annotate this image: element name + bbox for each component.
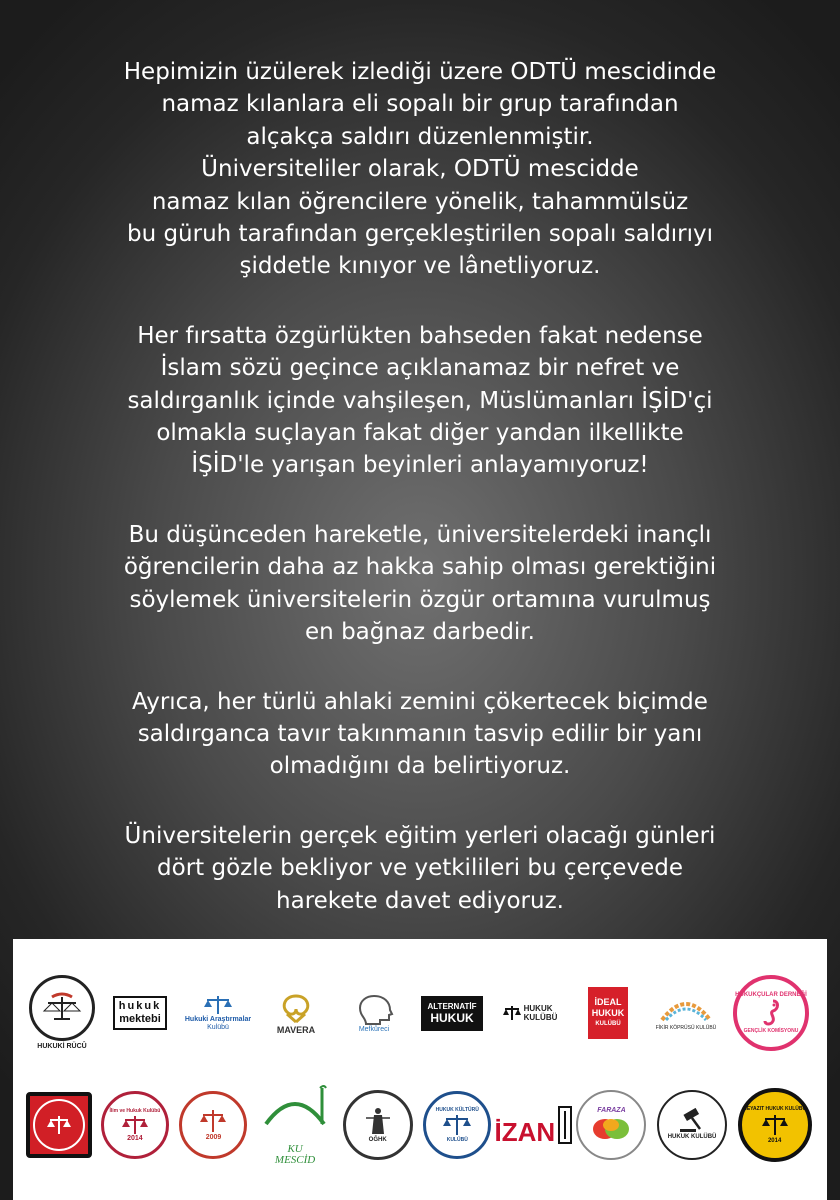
logo-ku-mescid [257,1084,333,1166]
text-line: Hepimizin üzülerek izlediği üzere ODTÜ mescidinde [123,59,717,85]
logo-label: Hukuki Araştırmalar [184,1016,252,1023]
text-line: Üniversitelerin gerçek eğitim yerleri olacağı günleri [124,822,716,849]
logo-izan [494,1105,567,1147]
scales-icon [762,1113,788,1137]
justice-statue-icon [364,1106,392,1136]
scales-icon [122,1115,148,1135]
logo-label: Mefkûreci [358,1026,390,1033]
logo-label: HUKUK KULÜBÜ [667,1134,717,1140]
logo-label: hukuk [118,1000,162,1012]
text-line: en bağnaz darbedir. [305,619,535,646]
alternatif-hukuk-wordmark [421,996,482,1031]
text-line: söylemek üniversitelerin özgür ortamına vurulmuş [129,586,711,613]
text-line: Bu düşünceden hareketle, üniversitelerdeki inançlı [128,521,712,548]
logo-label: FARAZA [597,1107,626,1114]
logo-label: BEYAZIT HUKUK KULÜBÜ [743,1106,807,1112]
text-line: namaz kılan öğrencilere yönelik, tahammülsüz [151,188,689,215]
logo-label: İlim ve Hukuk Kulübü [109,1108,161,1114]
text-line: Ayrıca, her türlü ahlaki zemini çökertecek biçimde [132,688,708,715]
signatory-logos-panel [13,939,827,1200]
logo-label: OĞHK [368,1137,387,1143]
hukuk-kulubu-mark [503,1004,558,1022]
text-line: Her fırsatta özgürlükten bahseden fakat nedense [137,322,703,349]
text-line: şiddetle kınıyor ve lânetliyoruz. [239,253,601,280]
text-line: olmakla suçlayan fakat diğer yandan ilkellikte [156,420,684,447]
logo-label: KULÜBÜ [595,1020,621,1027]
hukuk-kulturu-seal [423,1091,491,1159]
logo-label: KULÜBÜ [446,1137,468,1143]
logo-mavera [264,992,328,1034]
text-line: saldırganlık içinde vahşileşen, Müslümanları İŞİD'çi [127,387,713,414]
scales-icon [47,1113,71,1137]
okuge-seal [179,1091,247,1159]
logo-label: HUKUKİ RÜCÛ [37,1043,87,1050]
mosque-icon [260,1084,330,1144]
logo-row-1 [23,957,817,1069]
logo-label: 2009 [205,1134,222,1141]
logo-hukuk-kulubu-seal [656,1090,728,1160]
text-line: harekete davet ediyoruz. [276,887,564,914]
text-line: olmadığını da belirtiyoruz. [269,753,571,780]
logo-label: GENÇLİK KOMİSYONU [743,1028,799,1034]
logo-okuge [178,1091,248,1159]
logo-label: ALTERNATİF [427,1001,477,1011]
logo-label: MAVERA [276,1025,316,1035]
hukuk-mektebi-wordmark [113,996,167,1030]
oghk-seal [343,1090,413,1160]
logo-label: HUKUK [523,1004,553,1013]
paragraph-3 [40,519,800,649]
mavera-emblem-icon [277,992,315,1026]
text-line: dört gözle bekliyor ve yetkilileri bu çerçevede [157,855,683,882]
logo-hukuk-kulturu [422,1091,492,1159]
logo-alternatif-hukuk [420,996,484,1031]
brain-icon [591,1115,631,1143]
logo-label: 2014 [767,1138,782,1144]
logo-label: HUKUKÇULAR DERNEĞİ [735,992,807,998]
text-line: İslam sözü geçince açıklanamaz bir nefret ve [160,355,680,382]
logo-fikir-koprusu [654,994,718,1032]
faraza-seal [576,1090,646,1160]
logo-row-2 [23,1069,817,1181]
logo-beyazit [737,1088,813,1162]
red-seal-icon [26,1092,92,1158]
paragraph-4 [40,686,800,783]
text-line: Üniversiteliler olarak, ODTÜ mescidde [201,156,639,183]
paragraph-1 [40,56,800,283]
logo-hukuk-kulubu [498,1004,562,1022]
logo-label: İZAN [494,1117,556,1147]
ilim-hukuk-seal [101,1091,169,1159]
text-line: saldırganca tavır takınmanın tasvip edilir bir yanı [137,720,703,747]
bridge-icon [658,994,714,1024]
text-line: namaz kılanlara eli sopalı bir grup tarafından [161,91,679,118]
logo-hukuk-arastirmalar [186,994,250,1032]
scales-icon [443,1114,471,1136]
logo-ideal-hukuk [576,987,640,1039]
hukukcular-seal [733,975,809,1051]
head-profile-icon [352,992,396,1026]
logo-oghk [342,1090,414,1160]
text-line: bu güruh tarafından gerçekleştirilen sopalı saldırıyı [126,221,714,248]
logo-hukukcular-dernegi [732,975,810,1051]
izan-mark [495,1105,574,1145]
logo-label: MESCİD [274,1154,316,1166]
logo-hukuki-rucu [30,975,94,1051]
logo-label: HUKUK KÜLTÜRÜ [435,1107,479,1113]
logo-ilim-hukuk [100,1091,170,1159]
scales-icon [503,1004,521,1022]
logo-label: Kulübü [207,1024,229,1031]
logo-label: 2014 [127,1135,143,1142]
paragraph-2 [40,320,800,482]
statement-text [40,56,800,954]
text-line: öğrencilerin daha az hakka sahip olması gerektiğini [123,554,717,581]
gavel-icon [678,1109,706,1133]
beyazit-seal [738,1088,812,1162]
logo-label: mektebi [119,1013,161,1025]
text-line: alçakça saldırı düzenlenmiştir. [246,123,594,150]
logo-label: FİKİR KÖPRÜSÜ KULÜBÜ [655,1025,717,1031]
logo-label: HUKUK [591,1007,625,1018]
ideal-hukuk-badge [588,987,628,1039]
logo-mefkureci [342,992,406,1034]
scales-icon [29,975,95,1041]
text-line: İŞİD'le yarışan beyinleri anlayamıyoruz! [191,452,649,479]
logo-label: KULÜBÜ [523,1013,558,1022]
logo-label: HUKUK [430,1010,474,1025]
scales-icon [200,1108,226,1134]
scales-icon [557,1105,573,1145]
logo-university-seal-red [27,1092,91,1158]
seahorse-icon [759,999,783,1027]
logo-hukuk-mektebi [108,996,172,1030]
paragraph-5 [40,820,800,917]
gavel-seal [657,1090,727,1160]
logo-label: İDEAL [594,996,622,1007]
logo-label: KU [287,1143,303,1155]
logo-faraza [575,1090,647,1160]
scales-icon [203,994,233,1016]
